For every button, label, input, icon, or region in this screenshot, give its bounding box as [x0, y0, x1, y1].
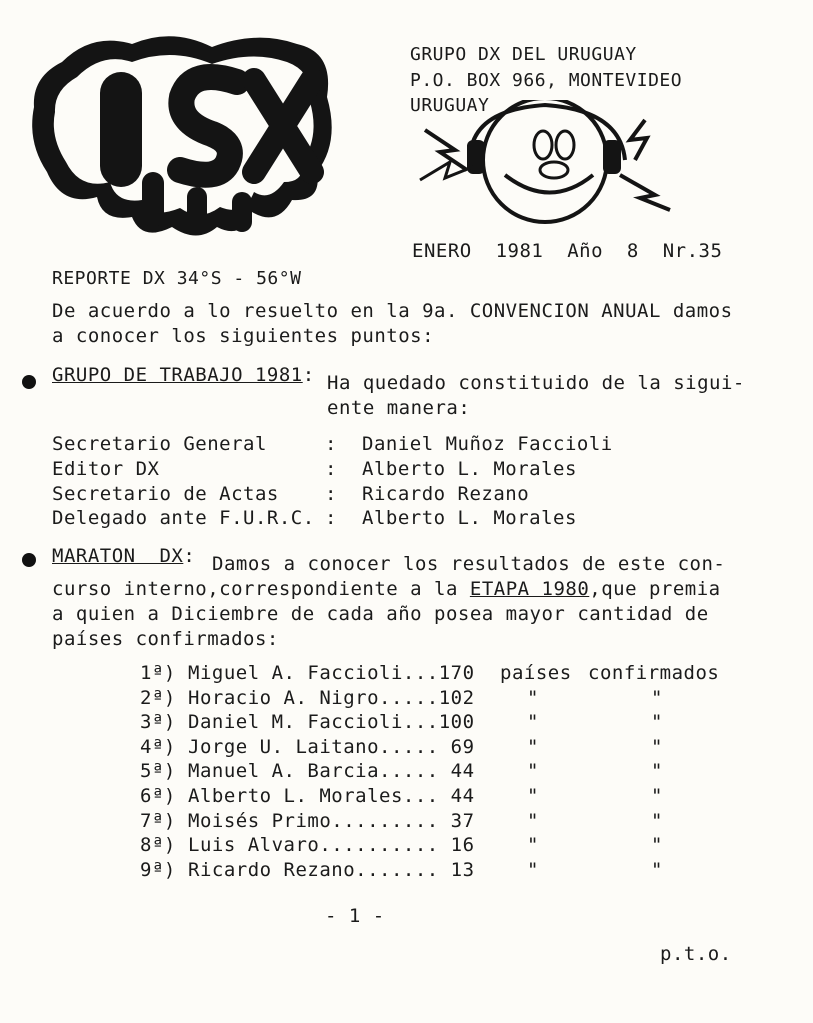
org-country: URUGUAY	[410, 95, 490, 116]
result-rank: 9ª)	[140, 858, 176, 881]
smiley-mascot-icon	[415, 100, 685, 240]
result-col-2: "	[651, 834, 663, 857]
result-rank: 6ª)	[140, 785, 176, 807]
maraton-text-1: Damos a conocer los resultados de este con-	[212, 553, 726, 575]
result-col-2: "	[651, 735, 663, 758]
result-entry: Ricardo Rezano....... 13	[188, 858, 475, 881]
result-col-2: "	[651, 858, 663, 881]
role-separator: :	[325, 507, 337, 529]
result-col-2: "	[651, 711, 663, 734]
page-number: - 1 -	[325, 905, 385, 927]
grupo-heading: GRUPO DE TRABAJO 1981	[52, 364, 303, 386]
result-col-2: confirmados	[588, 662, 720, 684]
result-entry: Alberto L. Morales... 44	[188, 785, 475, 807]
result-col-2: "	[651, 686, 663, 709]
maraton-text-2b: ,que premia	[589, 578, 721, 600]
result-col-1: "	[527, 858, 539, 881]
result-entry: Luis Alvaro.......... 16	[188, 834, 475, 857]
result-col-1: "	[527, 760, 539, 783]
result-rank: 8ª)	[140, 834, 176, 857]
result-col-2: "	[651, 760, 663, 783]
result-col-1: "	[527, 809, 539, 832]
bullet-icon	[22, 553, 36, 567]
intro-line-2: a conocer los siguientes puntos:	[52, 325, 435, 347]
result-col-1: países	[500, 662, 572, 684]
issue-info: ENERO 1981 Año 8 Nr.35	[412, 240, 723, 262]
result-entry: Daniel M. Faccioli...100	[188, 711, 475, 734]
role-separator: :	[325, 433, 337, 455]
maraton-heading-row	[52, 545, 195, 567]
maraton-text-3: a quien a Diciembre de cada año posea mayor cantidad de	[52, 603, 709, 625]
org-address: P.O. BOX 966, MONTEVIDEO	[410, 70, 683, 91]
grupo-heading-row	[52, 364, 315, 386]
result-rank: 3ª)	[140, 711, 176, 734]
result-entry: Jorge U. Laitano..... 69	[188, 735, 475, 758]
etapa-label: ETAPA 1980	[469, 578, 590, 600]
result-entry: Horacio A. Nigro.....102	[188, 686, 475, 709]
pto-note: p.t.o.	[660, 943, 732, 965]
result-col-1: "	[527, 785, 539, 807]
role-name: Ricardo Rezano	[362, 483, 530, 505]
grupo-text-2: ente manera:	[327, 397, 471, 419]
result-rank: 2ª)	[140, 686, 176, 709]
maraton-text-2a: curso interno,correspondiente a la	[52, 578, 470, 600]
result-rank: 1ª)	[140, 662, 176, 684]
role-name: Alberto L. Morales	[362, 507, 577, 529]
bullet-icon	[22, 375, 36, 389]
result-entry: Miguel A. Faccioli...170	[188, 662, 475, 684]
result-rank: 7ª)	[140, 809, 176, 832]
qsx-logo	[22, 22, 342, 247]
grupo-colon: :	[302, 364, 315, 386]
role-separator: :	[325, 458, 337, 480]
result-entry: Moisés Primo......... 37	[188, 809, 475, 832]
report-title: REPORTE DX 34°S - 56°W	[52, 268, 302, 289]
result-col-2: "	[651, 809, 663, 832]
role-name: Daniel Muñoz Faccioli	[362, 433, 613, 455]
role-label: Secretario de Actas	[52, 483, 279, 505]
maraton-heading: MARATON DX	[52, 545, 184, 567]
result-rank: 4ª)	[140, 735, 176, 758]
grupo-text-1: Ha quedado constituido de la sigui-	[327, 372, 745, 394]
org-name: GRUPO DX DEL URUGUAY	[410, 44, 637, 65]
role-name: Alberto L. Morales	[362, 458, 577, 480]
result-col-2: "	[651, 785, 663, 807]
result-col-1: "	[527, 735, 539, 758]
maraton-text-4: países confirmados:	[52, 628, 279, 650]
role-label: Editor DX	[52, 458, 160, 480]
role-label: Secretario General	[52, 433, 267, 455]
result-rank: 5ª)	[140, 760, 176, 783]
role-label: Delegado ante F.U.R.C.	[52, 507, 315, 529]
maraton-text-2	[52, 578, 721, 600]
result-col-1: "	[527, 686, 539, 709]
intro-line-1: De acuerdo a lo resuelto en la 9a. CONVENCION ANUAL damos	[52, 300, 733, 322]
maraton-colon: :	[183, 545, 196, 567]
result-entry: Manuel A. Barcia..... 44	[188, 760, 475, 783]
result-col-1: "	[527, 711, 539, 734]
result-col-1: "	[527, 834, 539, 857]
role-separator: :	[325, 483, 337, 505]
